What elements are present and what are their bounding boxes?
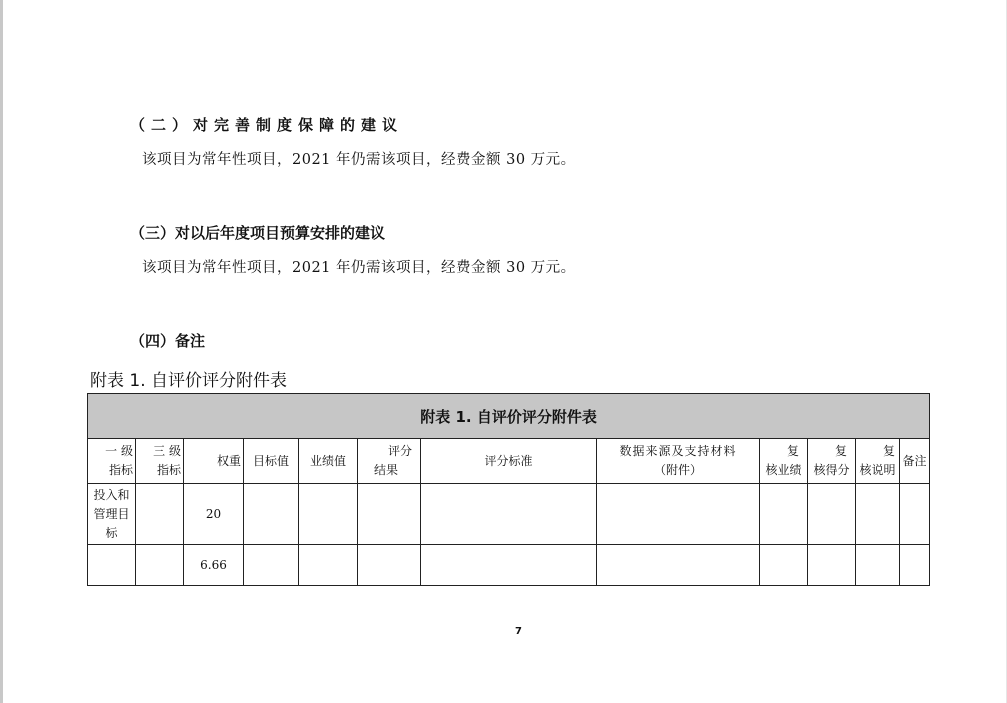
- header-standard: 评分标准: [421, 439, 597, 484]
- header-source: [597, 439, 760, 484]
- cell-source: [597, 484, 760, 545]
- cell-standard: [421, 545, 597, 586]
- table-title: 附表 1. 自评价评分附件表: [88, 394, 930, 439]
- self-evaluation-table: [87, 393, 930, 586]
- cell-result: [358, 545, 421, 586]
- cell-review-performance: [760, 484, 808, 545]
- header-review-performance-line2: 核业绩: [765, 463, 802, 477]
- cell-weight: 6.66: [184, 545, 244, 586]
- page-edge: [0, 0, 3, 703]
- header-review-score-line2: 核得分: [813, 463, 850, 477]
- header-result: [358, 439, 421, 484]
- cell-target: [244, 484, 299, 545]
- cell-level1: 投入和管理目标: [88, 484, 136, 545]
- cell-weight: 20: [184, 484, 244, 545]
- cell-level3: [136, 484, 184, 545]
- cell-source: [597, 545, 760, 586]
- header-result-line1: 评分: [387, 444, 412, 458]
- header-remark: 备注: [900, 439, 930, 484]
- header-level3: 三 级 指标: [136, 439, 184, 484]
- header-source-line1: 数据来源及支持材料: [619, 444, 737, 458]
- header-target: 目标值: [244, 439, 299, 484]
- section-body-2: 该项目为常年性项目，2021 年仍需该项目，经费金额 30 万元。: [142, 152, 576, 168]
- header-review-score-line1: 复: [834, 444, 847, 458]
- page-number: 7: [515, 626, 522, 637]
- table-caption: 附表 1. 自评价评分附件表: [90, 371, 288, 391]
- header-review-note-line1: 复: [882, 444, 895, 458]
- cell-review-performance: [760, 545, 808, 586]
- cell-target: [244, 545, 299, 586]
- header-performance: 业绩值: [299, 439, 358, 484]
- cell-performance: [299, 545, 358, 586]
- cell-review-score: [808, 484, 856, 545]
- header-review-performance: [760, 439, 808, 484]
- cell-remark: [900, 545, 930, 586]
- cell-review-score: [808, 545, 856, 586]
- section-body-3: 该项目为常年性项目，2021 年仍需该项目，经费金额 30 万元。: [142, 260, 576, 276]
- cell-standard: [421, 484, 597, 545]
- header-weight: 权重: [184, 439, 244, 484]
- cell-level3: [136, 545, 184, 586]
- header-review-performance-line1: 复: [786, 444, 799, 458]
- cell-review-note: [856, 545, 900, 586]
- section-heading-3: （三）对以后年度项目预算安排的建议: [130, 224, 386, 242]
- cell-result: [358, 484, 421, 545]
- header-review-score: [808, 439, 856, 484]
- cell-performance: [299, 484, 358, 545]
- table-row: [88, 484, 930, 545]
- cell-level1: [88, 545, 136, 586]
- cell-remark: [900, 484, 930, 545]
- header-review-note: [856, 439, 900, 484]
- section-heading-4: （四）备注: [130, 332, 206, 350]
- header-level1: 一 级 指标: [88, 439, 136, 484]
- header-review-note-line2: 核说明: [859, 463, 896, 477]
- header-source-line2: （附件）: [653, 463, 702, 477]
- header-result-line2: 结果: [374, 463, 399, 477]
- table-row: [88, 545, 930, 586]
- cell-review-note: [856, 484, 900, 545]
- section-heading-2: （二）对完善制度保障的建议: [130, 116, 404, 134]
